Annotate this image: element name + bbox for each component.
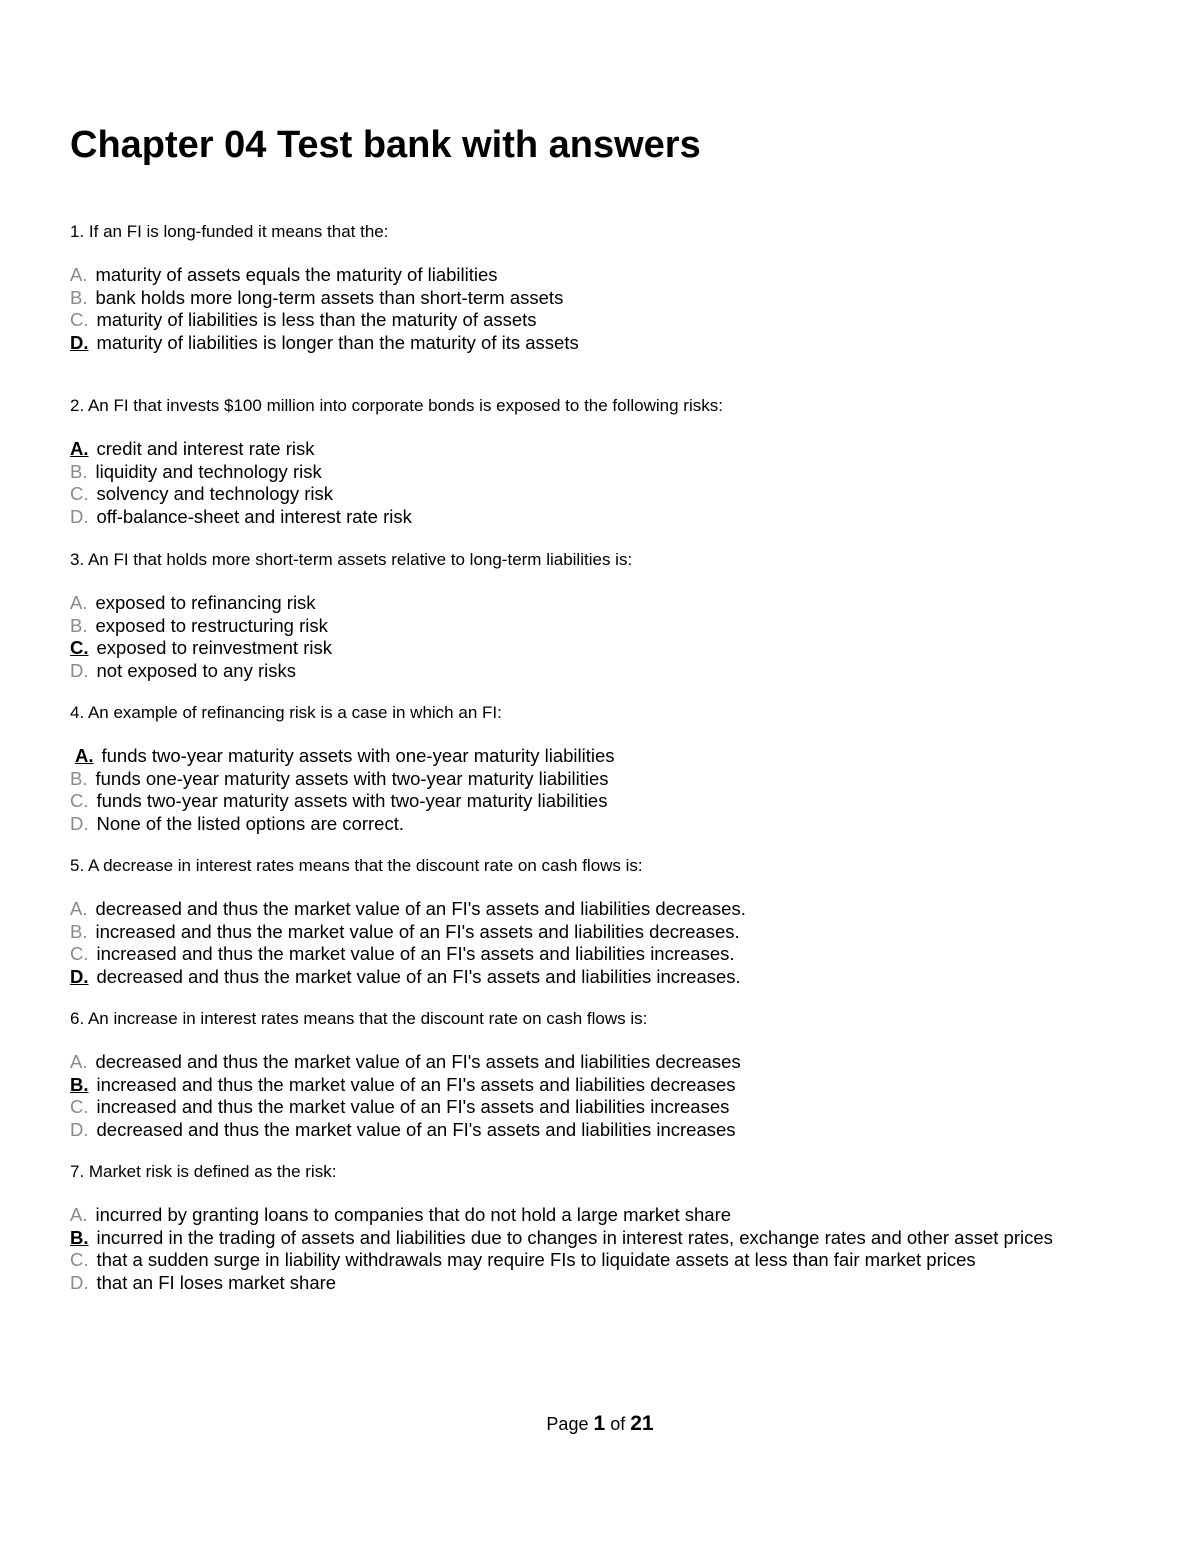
option-letter: C. <box>70 1249 89 1271</box>
question-text: 5. A decrease in interest rates means that the discount rate on cash flows is: <box>70 856 643 875</box>
option-text: liquidity and technology risk <box>95 460 322 482</box>
option-text: not exposed to any risks <box>96 659 296 681</box>
question-text: 3. An FI that holds more short-term assets relative to long-term liabilities is: <box>70 550 633 569</box>
option-b-correct-answer <box>70 1074 1180 1097</box>
option-text: exposed to refinancing risk <box>95 592 316 613</box>
option-text: incurred by granting loans to companies that do not hold a large market share <box>95 1204 732 1225</box>
option-letter: A. <box>70 898 88 919</box>
option-text: decreased and thus the market value of an FI's assets and liabilities increases <box>96 1118 736 1140</box>
option-b-correct-answer <box>70 1227 1180 1250</box>
option-letter: C. <box>70 943 89 965</box>
option-letter: C. <box>70 1096 89 1118</box>
option-letter: B. <box>70 1073 89 1095</box>
option-letter: D. <box>70 659 89 681</box>
option-letter: D. <box>70 1271 89 1293</box>
option-a <box>70 592 1180 615</box>
option-letter: B. <box>70 920 88 942</box>
option-letter: B. <box>70 767 88 789</box>
option-text: credit and interest rate risk <box>96 438 315 459</box>
question-text: 2. An FI that invests $100 million into corporate bonds is exposed to the following risks: <box>70 396 723 415</box>
option-text: exposed to restructuring risk <box>95 614 328 636</box>
option-letter: B. <box>70 614 88 636</box>
option-b <box>70 287 1180 310</box>
option-c <box>70 1096 1180 1119</box>
option-text: None of the listed options are correct. <box>96 812 404 834</box>
option-a-correct-answer <box>70 745 1180 768</box>
option-text: incurred in the trading of assets and liabilities due to changes in interest rates, exchange rates and other asset prices <box>96 1226 1053 1248</box>
option-d-correct-answer <box>70 332 1180 355</box>
option-letter: A. <box>70 1051 88 1072</box>
option-letter: B. <box>70 286 88 308</box>
option-text: funds one-year maturity assets with two-year maturity liabilities <box>95 767 609 789</box>
question-7 <box>70 1162 1180 1294</box>
question-4 <box>70 703 1180 835</box>
option-b <box>70 921 1180 944</box>
option-letter: D. <box>70 331 89 353</box>
option-letter: D. <box>70 505 89 527</box>
option-text: decreased and thus the market value of an FI's assets and liabilities decreases <box>95 1051 741 1072</box>
question-text: 4. An example of refinancing risk is a case in which an FI: <box>70 703 502 722</box>
option-letter: D. <box>70 965 89 987</box>
option-letter: C. <box>70 309 89 331</box>
option-c <box>70 943 1180 966</box>
option-text: increased and thus the market value of an FI's assets and liabilities increases <box>96 1096 730 1118</box>
option-c <box>70 1249 1180 1272</box>
option-d <box>70 1119 1180 1142</box>
option-text: solvency and technology risk <box>96 483 334 505</box>
page-title: Chapter 04 Test bank with answers <box>70 124 701 166</box>
option-text: maturity of liabilities is less than the maturity of assets <box>96 309 537 331</box>
of-label: of <box>610 1414 626 1434</box>
option-text: off-balance-sheet and interest rate risk <box>96 505 412 527</box>
option-text: decreased and thus the market value of an FI's assets and liabilities increases. <box>96 965 741 987</box>
option-letter: C. <box>70 790 89 812</box>
option-letter: D. <box>70 812 89 834</box>
option-c-correct-answer <box>70 637 1180 660</box>
option-c <box>70 790 1180 813</box>
option-letter: A. <box>70 592 88 613</box>
option-d <box>70 813 1180 836</box>
option-a-correct-answer <box>70 438 1180 461</box>
option-text: increased and thus the market value of an FI's assets and liabilities decreases <box>96 1073 736 1095</box>
option-a <box>70 1051 1180 1074</box>
option-letter: A. <box>75 745 94 766</box>
option-text: funds two-year maturity assets with two-year maturity liabilities <box>96 790 608 812</box>
question-1 <box>70 222 1180 354</box>
option-letter: A. <box>70 438 89 459</box>
option-text: exposed to reinvestment risk <box>96 637 332 659</box>
option-d <box>70 660 1180 683</box>
option-a <box>70 264 1180 287</box>
option-text: bank holds more long-term assets than short-term assets <box>95 286 564 308</box>
option-text: that a sudden surge in liability withdrawals may require FIs to liquidate assets at less than fair market prices <box>96 1249 976 1271</box>
page-label: Page <box>546 1414 589 1434</box>
page-footer <box>0 1412 1200 1436</box>
option-c <box>70 483 1180 506</box>
option-letter: A. <box>70 264 88 285</box>
option-letter: B. <box>70 460 88 482</box>
option-a <box>70 1204 1180 1227</box>
option-text: maturity of assets equals the maturity of liabilities <box>95 264 498 285</box>
option-b <box>70 768 1180 791</box>
option-letter: A. <box>70 1204 88 1225</box>
option-a <box>70 898 1180 921</box>
question-text: 7. Market risk is defined as the risk: <box>70 1162 337 1181</box>
option-text: increased and thus the market value of an FI's assets and liabilities decreases. <box>95 920 740 942</box>
option-d <box>70 506 1180 529</box>
option-d <box>70 1272 1180 1295</box>
option-text: that an FI loses market share <box>96 1271 337 1293</box>
option-text: decreased and thus the market value of an FI's assets and liabilities decreases. <box>95 898 746 919</box>
option-letter: D. <box>70 1118 89 1140</box>
question-2 <box>70 396 1180 528</box>
option-letter: C. <box>70 483 89 505</box>
page-number: 1 <box>593 1412 606 1435</box>
question-text: 1. If an FI is long-funded it means that the: <box>70 222 389 241</box>
option-d-correct-answer <box>70 966 1180 989</box>
question-3 <box>70 550 1180 682</box>
total-pages: 21 <box>630 1412 654 1435</box>
option-letter: C. <box>70 637 89 659</box>
question-6 <box>70 1009 1180 1141</box>
option-c <box>70 309 1180 332</box>
option-letter: B. <box>70 1226 89 1248</box>
question-text: 6. An increase in interest rates means that the discount rate on cash flows is: <box>70 1009 648 1028</box>
option-text: maturity of liabilities is longer than the maturity of its assets <box>96 331 579 353</box>
option-b <box>70 461 1180 484</box>
option-text: funds two-year maturity assets with one-year maturity liabilities <box>101 745 615 766</box>
question-5 <box>70 856 1180 988</box>
option-text: increased and thus the market value of an FI's assets and liabilities increases. <box>96 943 735 965</box>
option-b <box>70 615 1180 638</box>
